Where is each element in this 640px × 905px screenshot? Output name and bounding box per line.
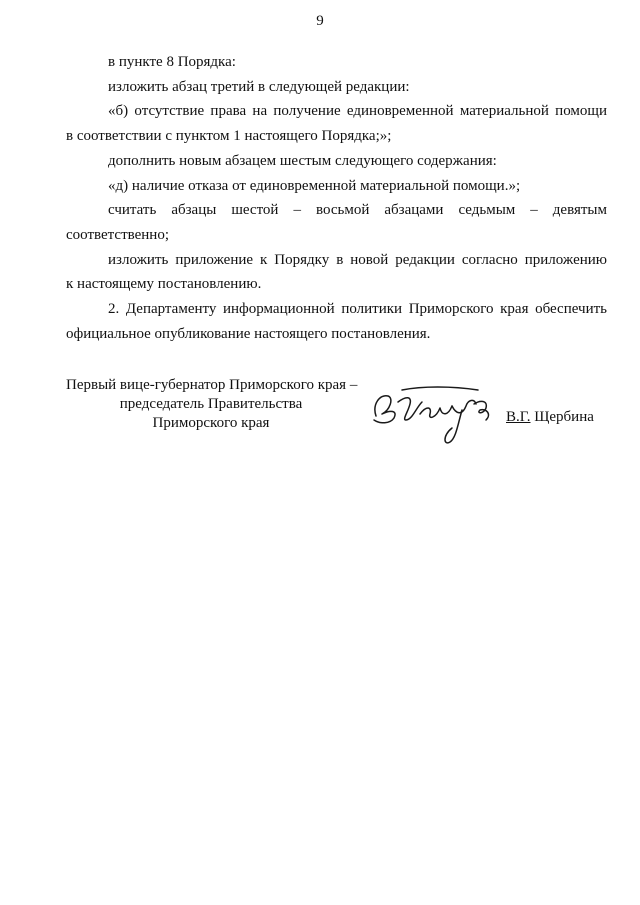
paragraph-renumber-line1: считать абзацы шестой – восьмой абзацами седьмым – девятым bbox=[108, 202, 607, 219]
paragraph-appendix-line2: к настоящему постановлению. bbox=[66, 276, 262, 293]
signatory-title-line-1: Первый вице-губернатор Приморского края – bbox=[66, 377, 358, 393]
paragraph-quote-b-line2: в соответствии с пунктом 1 настоящего Порядка;»; bbox=[66, 128, 392, 145]
paragraph-item-8-intro: в пункте 8 Порядка: bbox=[108, 54, 236, 70]
paragraph-item-2-line1: 2. Департаменту информационной политики Приморского края обеспечить bbox=[108, 301, 607, 318]
paragraph-appendix-line1: изложить приложение к Порядку в новой редакции согласно приложению bbox=[108, 251, 607, 268]
paragraph-quote-b-line1: «б) отсутствие права на получение единовременной материальной помощи bbox=[108, 103, 607, 120]
paragraph-quote-d: «д) наличие отказа от единовременной материальной помощи.»; bbox=[108, 177, 521, 194]
handwritten-signature bbox=[362, 380, 512, 452]
signer-initials: В.Г. bbox=[506, 409, 531, 425]
signer-name bbox=[506, 409, 594, 426]
signatory-title-line-2: председатель Правительства bbox=[119, 396, 303, 412]
page-number: 9 bbox=[316, 13, 324, 29]
paragraph-amend-third: изложить абзац третий в следующей редакции: bbox=[108, 78, 410, 95]
paragraph-item-2-line2: официальное опубликование настоящего постановления. bbox=[66, 325, 431, 342]
signatory-title-line-3: Приморского края bbox=[152, 415, 270, 431]
document-body bbox=[66, 50, 607, 346]
paragraph-add-sixth: дополнить новым абзацем шестым следующего содержания: bbox=[108, 152, 497, 169]
paragraph-renumber-line2: соответственно; bbox=[66, 226, 169, 243]
signer-surname: Щербина bbox=[534, 409, 594, 425]
signatory-title bbox=[66, 376, 356, 433]
